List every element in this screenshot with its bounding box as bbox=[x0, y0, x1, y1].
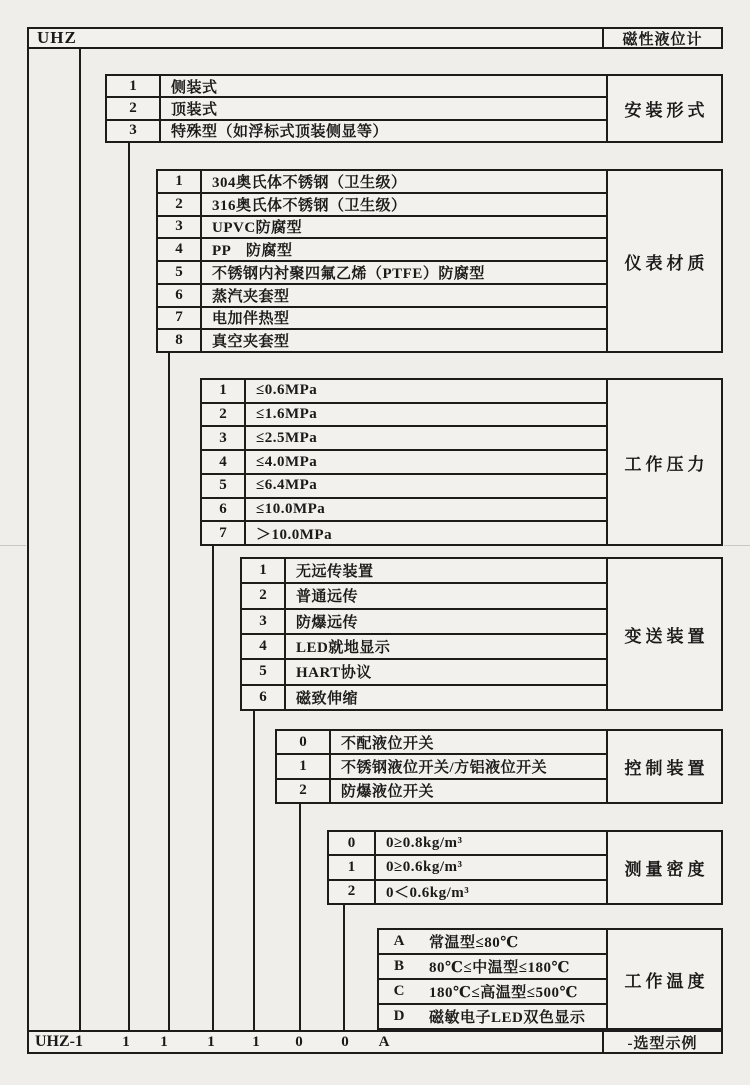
option-row bbox=[242, 684, 606, 709]
option-description: 316奥氏体不锈钢（卫生级） bbox=[212, 197, 407, 214]
example-label-cell bbox=[602, 1032, 721, 1052]
option-code: 2 bbox=[202, 404, 246, 426]
example-digit: 1 bbox=[160, 1034, 168, 1050]
option-row bbox=[379, 953, 606, 978]
option-code: 1 bbox=[158, 171, 202, 192]
option-code: 5 bbox=[202, 475, 246, 497]
option-row bbox=[277, 753, 606, 777]
option-description: 蒸汽夹套型 bbox=[212, 288, 290, 305]
connector-line bbox=[343, 903, 345, 1032]
example-digit: 0 bbox=[341, 1034, 349, 1050]
left-border-line bbox=[27, 48, 29, 1032]
group-instrument-material-label: 仪表材质 bbox=[606, 169, 723, 353]
option-description: 0≥0.6kg/m³ bbox=[386, 858, 463, 875]
group-working-temperature-options bbox=[377, 928, 608, 1030]
option-row bbox=[158, 283, 606, 306]
option-row bbox=[202, 473, 606, 497]
product-name: 磁性液位计 bbox=[602, 29, 721, 47]
example-code-cell bbox=[29, 1032, 602, 1052]
connector-line bbox=[299, 802, 301, 1032]
option-row bbox=[202, 425, 606, 449]
option-code: 2 bbox=[158, 194, 202, 215]
group-working-temperature-label: 工作温度 bbox=[606, 928, 723, 1030]
option-code: 1 bbox=[277, 755, 331, 777]
option-description: 防爆液位开关 bbox=[341, 784, 435, 801]
option-row bbox=[329, 879, 606, 903]
option-row bbox=[329, 832, 606, 854]
option-row bbox=[202, 449, 606, 473]
option-description: 不锈钢液位开关/方铝液位开关 bbox=[341, 759, 548, 776]
option-row bbox=[202, 402, 606, 426]
connector-line bbox=[128, 141, 130, 1032]
option-description: 80℃≤中温型≤180℃ bbox=[429, 960, 570, 976]
group-control-device-label: 控制装置 bbox=[606, 729, 723, 804]
example-digit: 1 bbox=[252, 1034, 260, 1050]
scan-seam bbox=[724, 545, 750, 546]
group-measuring-density-options bbox=[327, 830, 608, 905]
option-description: 特殊型（如浮标式顶装侧显等） bbox=[171, 124, 389, 141]
option-code: 3 bbox=[107, 121, 161, 141]
scan-seam bbox=[0, 545, 26, 546]
option-description: 磁敏电子LED双色显示 bbox=[429, 1010, 586, 1026]
option-description: ≤6.4MPa bbox=[256, 477, 318, 494]
option-row bbox=[158, 306, 606, 329]
option-code: 6 bbox=[158, 285, 202, 306]
option-code: 5 bbox=[242, 660, 286, 683]
option-code: 3 bbox=[202, 427, 246, 449]
option-description: 不锈钢内衬聚四氟乙烯（PTFE）防腐型 bbox=[212, 265, 485, 282]
option-code: 2 bbox=[329, 881, 376, 903]
option-row bbox=[277, 731, 606, 753]
option-code: 1 bbox=[242, 559, 286, 582]
group-measuring-density-label: 测量密度 bbox=[606, 830, 723, 905]
group-working-pressure-options bbox=[200, 378, 608, 546]
option-row bbox=[242, 559, 606, 582]
group-transmitter-device-options bbox=[240, 557, 608, 711]
option-code: 1 bbox=[329, 856, 376, 878]
option-code: 2 bbox=[107, 98, 161, 118]
example-digit: A bbox=[378, 1034, 390, 1050]
connector-line bbox=[212, 544, 214, 1032]
option-row bbox=[242, 582, 606, 607]
option-description: 0≥0.8kg/m³ bbox=[386, 834, 463, 851]
option-code: C bbox=[393, 983, 405, 999]
option-code: 3 bbox=[242, 610, 286, 633]
group-control-device-options bbox=[275, 729, 608, 804]
option-row bbox=[202, 380, 606, 402]
option-code: 2 bbox=[277, 780, 331, 802]
option-description: 不配液位开关 bbox=[341, 735, 435, 752]
option-code: 4 bbox=[158, 239, 202, 260]
example-model-code: UHZ-1 bbox=[35, 1033, 83, 1050]
example-digit: 1 bbox=[122, 1034, 130, 1050]
option-code: 7 bbox=[202, 522, 246, 544]
option-code: D bbox=[393, 1008, 405, 1024]
option-description: 磁致伸缩 bbox=[296, 690, 359, 707]
option-row bbox=[329, 854, 606, 878]
option-code: 2 bbox=[242, 584, 286, 607]
option-row bbox=[158, 192, 606, 215]
option-description: 常温型≤80℃ bbox=[429, 935, 519, 951]
option-description: 无远传装置 bbox=[296, 564, 374, 581]
option-code: 8 bbox=[158, 330, 202, 351]
option-description: ＞10.0MPa bbox=[256, 526, 333, 543]
option-row bbox=[158, 171, 606, 192]
trunk-line bbox=[79, 48, 81, 1032]
group-transmitter-device-label: 变送装置 bbox=[606, 557, 723, 711]
option-code: 6 bbox=[202, 499, 246, 521]
option-code: 7 bbox=[158, 308, 202, 329]
group-installation-type-label: 安装形式 bbox=[606, 74, 723, 143]
option-row bbox=[107, 96, 606, 118]
option-description: ≤4.0MPa bbox=[256, 453, 318, 470]
option-description: 侧装式 bbox=[171, 79, 218, 96]
option-code: A bbox=[393, 933, 405, 949]
option-code: 5 bbox=[158, 262, 202, 283]
option-description: 顶装式 bbox=[171, 102, 218, 118]
option-code: 3 bbox=[158, 217, 202, 238]
example-digit: 0 bbox=[295, 1034, 303, 1050]
option-description: 真空夹套型 bbox=[212, 334, 290, 351]
option-code: 1 bbox=[107, 76, 161, 96]
group-working-pressure-label: 工作压力 bbox=[606, 378, 723, 546]
option-row bbox=[379, 1003, 606, 1028]
option-row bbox=[158, 237, 606, 260]
option-code: 4 bbox=[202, 451, 246, 473]
connector-line bbox=[253, 709, 255, 1032]
option-row bbox=[242, 633, 606, 658]
option-row bbox=[277, 778, 606, 802]
option-code: 0 bbox=[277, 731, 331, 753]
option-row bbox=[158, 328, 606, 351]
option-row bbox=[107, 76, 606, 96]
option-row bbox=[107, 119, 606, 141]
option-code: 1 bbox=[202, 380, 246, 402]
model-code: UHZ bbox=[37, 28, 77, 47]
option-row bbox=[202, 520, 606, 544]
option-code: 6 bbox=[242, 686, 286, 709]
option-description: 0＜0.6kg/m³ bbox=[386, 885, 470, 902]
group-instrument-material-options bbox=[156, 169, 608, 353]
group-installation-type-options bbox=[105, 74, 608, 143]
option-row bbox=[202, 497, 606, 521]
option-description: ≤0.6MPa bbox=[256, 382, 318, 399]
option-description: PP 防腐型 bbox=[212, 243, 293, 260]
example-digit: 1 bbox=[207, 1034, 215, 1050]
connector-line bbox=[168, 351, 170, 1032]
option-description: ≤2.5MPa bbox=[256, 429, 318, 446]
option-description: 304奥氏体不锈钢（卫生级） bbox=[212, 174, 407, 191]
option-description: 普通远传 bbox=[296, 589, 359, 606]
option-description: HART协议 bbox=[296, 665, 372, 682]
option-description: UPVC防腐型 bbox=[212, 220, 303, 237]
option-code: 4 bbox=[242, 635, 286, 658]
option-description: LED就地显示 bbox=[296, 640, 391, 657]
option-code: B bbox=[393, 958, 404, 974]
option-code: 0 bbox=[329, 832, 376, 854]
option-row bbox=[242, 658, 606, 683]
option-row bbox=[158, 215, 606, 238]
option-description: ≤1.6MPa bbox=[256, 406, 318, 423]
option-description: ≤10.0MPa bbox=[256, 500, 326, 517]
option-row bbox=[242, 608, 606, 633]
option-row bbox=[379, 930, 606, 953]
example-row-label: -选型示例 bbox=[627, 1035, 698, 1052]
header-bar bbox=[27, 27, 723, 49]
option-description: 电加伴热型 bbox=[212, 311, 290, 328]
option-row bbox=[379, 978, 606, 1003]
option-description: 180℃≤高温型≤500℃ bbox=[429, 985, 578, 1001]
option-row bbox=[158, 260, 606, 283]
option-description: 防爆远传 bbox=[296, 614, 359, 631]
